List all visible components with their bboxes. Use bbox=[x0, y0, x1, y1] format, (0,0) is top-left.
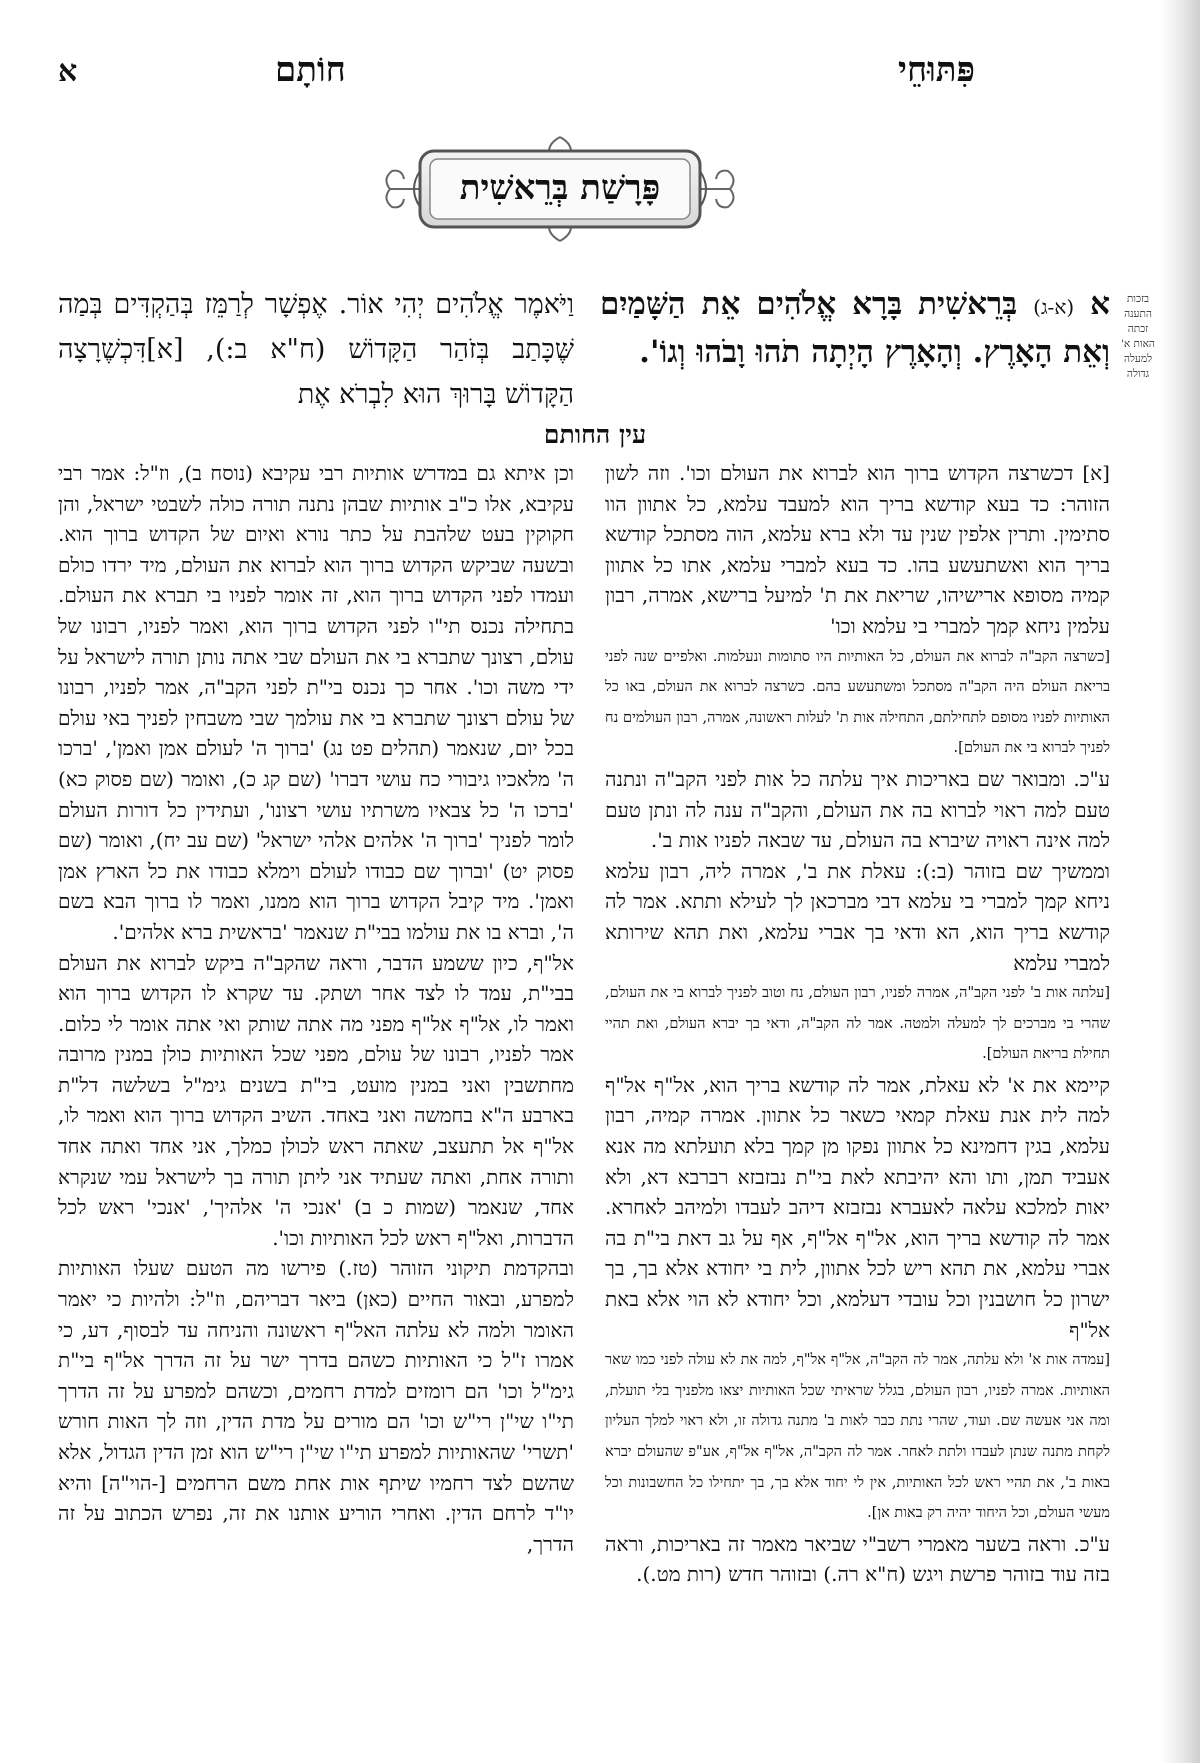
translation-paragraph: [כשרצה הקב"ה לברוא את העולם, כל האותיות היו סתומות ונעלמות. ואלפיים שנה לפני בריאת העולם היה הקב"ה מסתכל ומשתעשע בהם. כשרצה לברוא את העולם, באו כל האותיות לפניו מסופם לתחילתם, התחילה אות ת' לעלות ראשונה, אמרה, רבון העולמים נח לפניך לברוא בי את העולם]. bbox=[605, 648, 1110, 757]
commentary-column-left bbox=[58, 458, 574, 1559]
parsha-banner bbox=[380, 133, 740, 245]
verse-block-left bbox=[58, 282, 574, 417]
paragraph: ע"כ. וראה בשער מאמרי רשב"י שביאר מאמר זה באריכות, וראה בזה עוד בזוהר פרשת ויגש (ח"א רה.) ובזוהר חדש (רות מט.). bbox=[605, 1531, 1110, 1587]
paragraph: אל"ף, כיון ששמע הדבר, וראה שהקב"ה ביקש לברוא את העולם בבי"ת, עמד לו לצד אחר ושתק. עד שקרא לו הקדוש ברוך הוא ואמר לו, אל"ף אל"ף מפני מה אתה שותק ואי אתה אומר לי כלום. אמר לפניו, רבונו של עולם, מפני שכל האותיות כולן במנין מרובה מחתשבין ואני במנין מועט, בי"ת בשנים גימ"ל בשלשה דל"ת בארבע ה"א בחמשה ואני באחד. השיב הקדוש ברוך הוא ואמר לו, אל"ף אל תתעצב, שאתה ראש לכולן כמלך, אני אחד ואתה אחד ותורה אחת, ואתה שעתיד אני ליתן תורה בך לישראל עמי שנקרא אחד, שנאמר (שמות כ ב) 'אנכי ה' אלהיך', 'אנכי' ראש לכל הדברות, ואל"ף ראש לכל האותיות וכו'. bbox=[58, 950, 574, 1250]
verse-commentary-text: וַיֹּאמֶר אֱלֹהִים יְהִי אוֹר. אֶפְשָׁר לְרַמֵּז בְּהַקְדִּים בְּמַה שֶּׁכָּתַב בְּזֹהַר הַקָּדוֹשׁ (ח"א ב:), [א]דִּכְשֶׁרָצָה הַקָּדוֹשׁ בָּרוּךְ הוּא לִבְרֹא אֶת bbox=[58, 289, 574, 410]
margin-note: בזכות התענה זכתה האות א' למעלה גדולה bbox=[1121, 293, 1155, 380]
translation-paragraph: [עמדה אות א' ולא עלתה, אמר לה הקב"ה, אל"ף אל"ף, למה את לא עולה לפני כמו שאר האותיות. אמרה לפניו, רבון העולם, בגלל שראיתי שכל האותיות יצאו מלפניך בלי תועלת, ומה אני אעשה שם. ועוד, שהרי נתת כבר לאות ב' מתנה גדולה זו, ולא ראוי למלך העליון לקחת מתנה שנתן לעבדו ולתת לאחר. אמר לה הקב"ה, אל"ף אל"ף, אע"פ שהעולם יברא באות ב', את תהיי ראש לכל האותיות, אין לי יחוד אלא בך, בך יתחילו כל החשבונות וכל מעשי העולם, וכל היחוד יהיה רק באות אן]. bbox=[605, 1352, 1110, 1522]
verse-number: א bbox=[1090, 286, 1111, 322]
parsha-title: פָּרָשַׁת בְּרֵאשִׁית bbox=[459, 168, 661, 208]
paragraph: וממשיך שם בזוהר (ב:): עאלת את ב', אמרה ליה, רבון עלמא ניחא קמך למברי בי עלמא דבי מברכאן לך לעילא ותתא. אמר לה קודשא בריך הוא, הא ודאי בך אברי עלמא, ואת תהא שירותא למברי עלמא bbox=[605, 858, 1110, 975]
paragraph: וכן איתא גם במדרש אותיות רבי עקיבא (נוסח ב), וז"ל: אמר רבי עקיבא, אלו כ"ב אותיות שבהן נתנה תורה כולה לשבטי ישראל, והן חקוקין בעט שלהבת על כתר נורא ואיום של הקדוש ברוך הוא. ובשעה שביקש הקדוש ברוך הוא לברוא את העולם, מיד ירדו כולם ועמדו לפני הקדוש ברוך הוא, זה אומר לפניו בי תברא את העולם. בתחילה נכנס תי"ו לפני הקדוש ברוך הוא, ואמר לפניו, רבונו של עולם, רצונך שתברא בי את העולם שבי אתה נותן תורה לישראל על ידי משה וכו'. אחר כך נכנס בי"ת לפני הקב"ה, אמר לפניו, רבונו של עולם רצונך שתברא בי את עולמך שבי משבחין לפניך באי עולם בכל יום, שנאמר (תהלים פט נג) 'ברוך ה' לעולם אמן ואמן', 'ברכו ה' מלאכיו גיבורי כח עושי דברו' (שם קג כ), ואומר (שם פסוק כא) 'ברכו ה' כל צבאיו משרתיו עושי רצונו', ועתידין כל דורות העולם לומר לפניך 'ברוך ה' אלהים אלהי ישראל' (שם עב יח), ואומר (שם פסוק יט) 'וברוך שם כבודו לעולם וימלא כבודו את כל הארץ אמן ואמן'. מיד קיבל הקדוש ברוך הוא ממנו, ואמר לו ברוך הבא בשם ה', וברא בו את עולמו בבי"ת שנאמר 'בראשית ברא אלהים'. bbox=[58, 461, 574, 944]
paragraph: קיימא את א' לא עאלת, אמר לה קודשא בריך הוא, אל"ף אל"ף למה לית אנת עאלת קמאי כשאר כל אתוון. אמרה קמיה, רבון עלמא, בגין דחמינא כל אתוון נפקו מן קמך בלא תועלתא מה אנא אעביד תמן, ותו והא יהיבתא לאת בי"ת נבזבזא רברבא דא, ולא יאות למלכא עלאה לאעברא נבזבזא דיהב לעבדו ולמיהב לאחרא. אמר לה קודשא בריך הוא, אל"ף אל"ף, אף על גב דאת בי"ת בה אברי עלמא, את תהא ריש לכל אתוון, לית בי יחודא אלא בך, בך ישרון כל חושבנין וכל עובדי דעלמא, וכל יחודא לא הוי אלא באת אל"ף bbox=[605, 1072, 1110, 1342]
paragraph: ע"כ. ומבואר שם באריכות איך עלתה כל אות לפני הקב"ה ונתנה טעם למה ראוי לברוא בה את העולם, והקב"ה ענה לה ונתן טעם למה אינה ראויה שיברא בה העולם, עד שבאה לפניו אות ב'. bbox=[605, 766, 1110, 853]
paragraph: [א] דכשרצה הקדוש ברוך הוא לברוא את העולם וכו'. וזה לשון הזוהר: כד בעא קודשא בריך הוא למעבד עלמא, כל אתוון הוו סתימין. ותרין אלפין שנין עד ולא ברא עלמא, הוה מסתכל קודשא בריך הוא ואשתעשע בהו. כד בעא למברי עלמא, אתו כל אתוון קמיה מסופא ארישיהו, שריאת את ת' למיעל ברישא, אמרה, רבון עלמין ניחא קמך למברי בי עלמא וכו' bbox=[605, 461, 1110, 638]
running-head-book: פִּתּוּחֵי bbox=[898, 50, 975, 90]
translation-paragraph: [עלתה אות ב' לפני הקב"ה, אמרה לפניו, רבון העולם, נח וטוב לפניך לברוא בי את העולם, שהרי בי מברכים לך למעלה ולמטה. אמר לה הקב"ה, ודאי בך יברא העולם, ואת תהיי תחילת בריאת העולם]. bbox=[605, 985, 1110, 1063]
running-head-subtitle: חוֹתָם bbox=[275, 50, 346, 90]
verse-text: בְּרֵאשִׁית בָּרָא אֱלֹהִים אֵת הַשָּׁמַיִם וְאֵת הָאָרֶץ. וְהָאָרֶץ הָיְתָה תֹהוּ וָבֹהוּ וְגוֹ'. bbox=[600, 286, 1110, 370]
page-fold-shadow bbox=[1160, 0, 1200, 1763]
verse-block-right bbox=[600, 282, 1110, 375]
section-heading: עין החותם bbox=[543, 420, 647, 449]
verse-ref: (א-ג) bbox=[1033, 295, 1075, 319]
commentary-column-right bbox=[605, 458, 1110, 1590]
page-letter: א bbox=[58, 54, 78, 89]
paragraph: ובהקדמת תיקוני הזוהר (טז.) פירשו מה הטעם שעלו האותיות למפרע, ובאור החיים (כאן) ביאר דבריהם, וז"ל: ולהיות כי יאמר האומר ולמה לא עלתה האל"ף ראשונה והניחה עד לבסוף, דע, כי אמרו ז"ל כי האותיות כשהם בדרך ישר על זה הדרך אל"ף בי"ת גימ"ל וכו' הם רומזים למדת רחמים, וכשהם למפרע על זה הדרך תי"ו שי"ן רי"ש וכו' הם מורים על מדת הדין, וזה לך האות חורש 'תשרי' שהאותיות למפרע תי"ו שי"ן רי"ש הוא זמן הדין הגדול, אלא שהשם לצד רחמיו שיתף אות אחת משם הרחמים [-הוי"ה] והיא יו"ד לרחם הדין. ואחרי הוריע אותנו את זה, נפרש הכתוב על זה הדרך, bbox=[58, 1256, 574, 1556]
